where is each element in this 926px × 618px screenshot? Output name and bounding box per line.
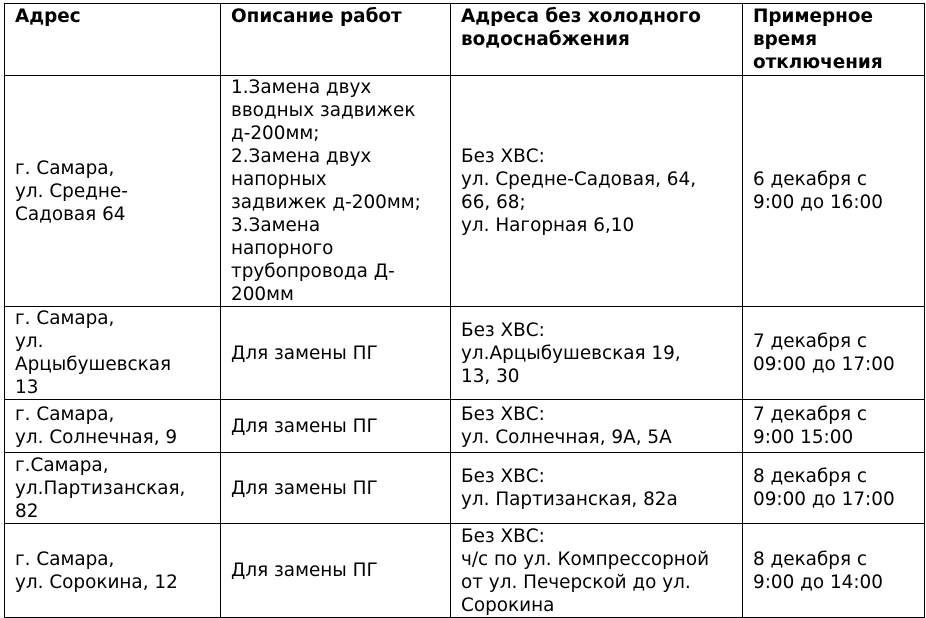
address-cell: г. Самара, ул. Солнечная, 9	[5, 400, 221, 453]
no-water-cell: Без ХВС: ул. Солнечная, 9А, 5А	[451, 400, 743, 453]
table-row	[5, 524, 925, 618]
no-water-cell: Без ХВС: ч/с по ул. Компрессорной от ул. Печерской до ул. Сорокина	[451, 524, 743, 618]
no-water-cell: Без ХВС: ул. Средне-Садовая, 64, 66, 68; ул. Нагорная 6,10	[451, 76, 743, 307]
work-cell: Для замены ПГ	[221, 453, 451, 524]
no-water-cell: Без ХВС: ул.Арцыбушевская 19, 13, 30	[451, 307, 743, 400]
work-cell: Для замены ПГ	[221, 307, 451, 400]
address-cell: г. Самара, ул. Средне- Садовая 64	[5, 76, 221, 307]
time-cell: 6 декабря с 9:00 до 16:00	[743, 76, 925, 307]
time-cell: 8 декабря с 9:00 до 14:00	[743, 524, 925, 618]
address-cell: г. Самара, ул. Арцыбушевская 13	[5, 307, 221, 400]
time-cell: 7 декабря с 09:00 до 17:00	[743, 307, 925, 400]
table-row	[5, 400, 925, 453]
time-cell: 8 декабря с 09:00 до 17:00	[743, 453, 925, 524]
header-approximate-time: Примерное время отключения	[743, 4, 925, 76]
table-row	[5, 76, 925, 307]
header-row	[5, 4, 925, 76]
time-cell: 7 декабря с 9:00 15:00	[743, 400, 925, 453]
shutdown-schedule-table	[4, 3, 925, 618]
work-cell: Для замены ПГ	[221, 400, 451, 453]
header-addresses-without-water: Адреса без холодного водоснабжения	[451, 4, 743, 76]
address-cell: г. Самара, ул. Сорокина, 12	[5, 524, 221, 618]
work-cell: 1.Замена двух вводных задвижек д-200мм; 2.Замена двух напорных задвижек д-200мм; 3.Замена напорного трубопровода Д- 200мм	[221, 76, 451, 307]
table-row	[5, 307, 925, 400]
address-cell: г.Самара, ул.Партизанская, 82	[5, 453, 221, 524]
work-cell: Для замены ПГ	[221, 524, 451, 618]
no-water-cell: Без ХВС: ул. Партизанская, 82а	[451, 453, 743, 524]
header-work-description: Описание работ	[221, 4, 451, 76]
table-row	[5, 453, 925, 524]
header-address: Адрес	[5, 4, 221, 76]
